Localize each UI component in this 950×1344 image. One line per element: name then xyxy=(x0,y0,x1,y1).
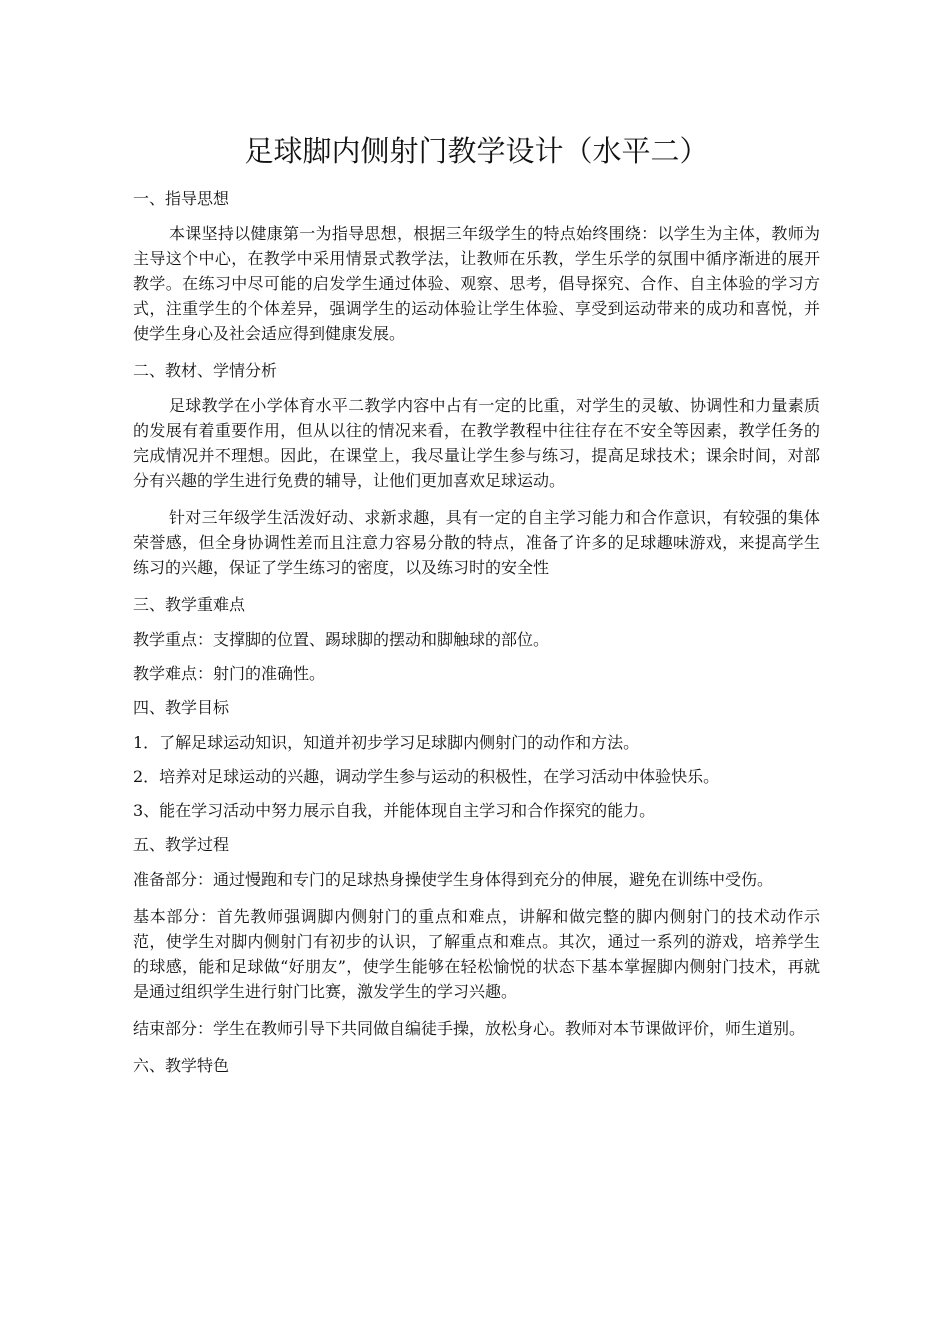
document-body xyxy=(133,186,820,1088)
section-heading-teaching-features: 六、教学特色 xyxy=(133,1056,230,1075)
paragraph-material-analysis: 足球教学在小学体育水平二教学内容中占有一定的比重，对学生的灵敏、协调性和力量素质的发展有着重要作用，但从以往的情况来看，在教学教程中往往存在不安全等因素，教学任务的完成情况并不理想。因此，在课堂上，我尽量让学生参与练习，提高足球技术；课余时间，对部分有兴趣的学生进行免费的辅导，让他们更加喜欢足球运动。 xyxy=(133,396,820,490)
paragraph-guiding-ideology: 本课坚持以健康第一为指导思想，根据三年级学生的特点始终围绕：以学生为主体，教师为主导这个中心，在教学中采用情景式教学法，让教师在乐教，学生乐学的氛围中循序渐进的展开教学。在练习中尽可能的启发学生通过体验、观察、思考，倡导探究、合作、自主体验的学习方式，注重学生的个体差异，强调学生的运动体验让学生体验、享受到运动带来的成功和喜悦，并使学生身心及社会适应得到健康发展。 xyxy=(133,224,820,343)
paragraph-teaching-key: 教学重点：支撑脚的位置、踢球脚的摆动和脚触球的部位。 xyxy=(133,630,550,649)
list-item-goal-1: 1．了解足球运动知识，知道并初步学习足球脚内侧射门的动作和方法。 xyxy=(133,733,640,752)
section-heading-teaching-goals: 四、教学目标 xyxy=(133,698,230,717)
paragraph-ending-part: 结束部分：学生在教师引导下共同做自编徒手操，放松身心。教师对本节课做评价，师生道别。 xyxy=(133,1019,806,1038)
list-item-goal-3: 3、能在学习活动中努力展示自我，并能体现自主学习和合作探究的能力。 xyxy=(133,801,656,820)
document-title: 足球脚内侧射门教学设计（水平二） xyxy=(244,134,709,168)
section-heading-key-points: 三、教学重难点 xyxy=(133,595,246,614)
paragraph-preparation-part: 准备部分：通过慢跑和专门的足球热身操使学生身体得到充分的伸展，避免在训练中受伤。 xyxy=(133,870,774,889)
section-heading-teaching-process: 五、教学过程 xyxy=(133,835,230,854)
section-heading-guiding-ideology: 一、指导思想 xyxy=(133,189,230,208)
paragraph-basic-part: 基本部分：首先教师强调脚内侧射门的重点和难点，讲解和做完整的脚内侧射门的技术动作示范，使学生对脚内侧射门有初步的认识，了解重点和难点。其次，通过一系列的游戏，培养学生的球感，能和足球做“好朋友”，使学生能够在轻松愉悦的状态下基本掌握脚内侧射门技术，再就是通过组织学生进行射门比赛，激发学生的学习兴趣。 xyxy=(133,907,820,1001)
section-heading-material-analysis: 二、教材、学情分析 xyxy=(133,361,278,380)
paragraph-teaching-difficulty: 教学难点：射门的准确性。 xyxy=(133,664,326,683)
paragraph-student-analysis: 针对三年级学生活泼好动、求新求趣，具有一定的自主学习能力和合作意识，有较强的集体荣誉感，但全身协调性差而且注意力容易分散的特点，准备了许多的足球趣味游戏，来提高学生练习的兴趣，保证了学生练习的密度，以及练习时的安全性 xyxy=(133,508,820,577)
list-item-goal-2: 2．培养对足球运动的兴趣，调动学生参与运动的积极性，在学习活动中体验快乐。 xyxy=(133,767,720,786)
